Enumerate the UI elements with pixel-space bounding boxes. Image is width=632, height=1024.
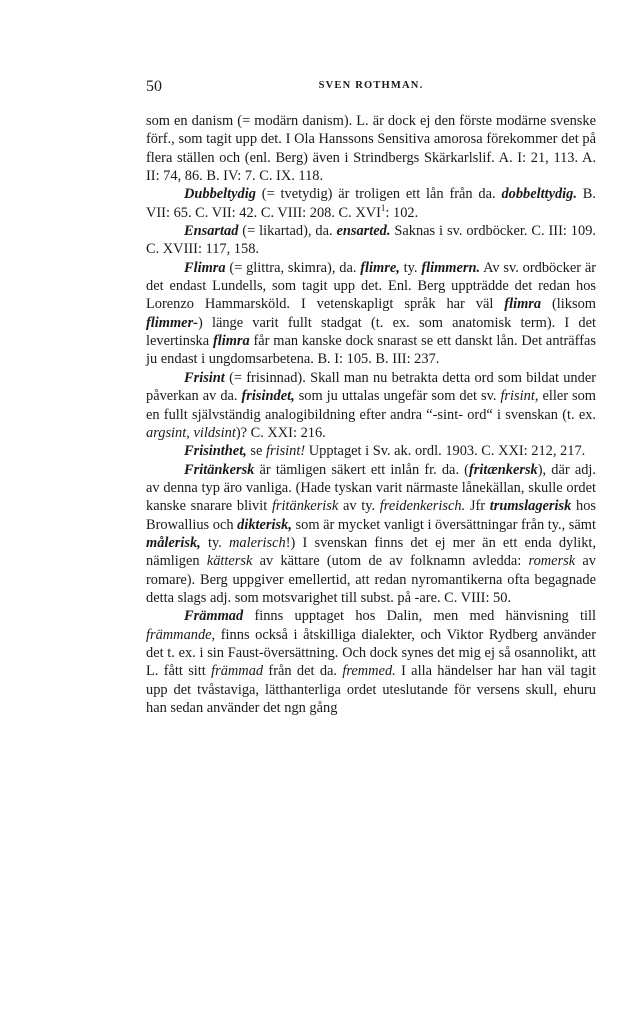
emphasized-word: dobbelttydig. [501, 186, 577, 203]
text-run: (= frisinnad). Skall man nu betrakta detta ord som bildat under påverkan av da. [146, 369, 596, 405]
text-run: av ty. [338, 498, 380, 515]
entry-headword: Frisint [184, 369, 225, 386]
text-run: ty. [399, 259, 422, 276]
page-header [146, 78, 596, 100]
entry-headword: Främmad [184, 608, 244, 625]
emphasized-word: malerisch [228, 534, 286, 551]
running-head: SVEN ROTHMAN. [318, 80, 424, 91]
emphasized-word: flimmern. [421, 259, 481, 276]
emphasized-word: trumslagerisk [489, 498, 572, 515]
emphasized-word: dikterisk, [237, 516, 292, 533]
emphasized-word: kättersk [206, 553, 253, 570]
emphasized-word: romersk [528, 553, 576, 570]
text-run: som är mycket vanligt i översättningar från ty., sämt [291, 516, 596, 533]
emphasized-word: målerisk, [146, 534, 201, 551]
text-run: ) länge varit fullt stadgat (t. ex. som anatomisk term). I det levertinska [146, 314, 596, 350]
text-run: !) I svenskan finns det ej mer än ett enda dylikt, nämligen [146, 534, 596, 570]
paragraph [146, 259, 596, 369]
emphasized-word: frisint, [500, 388, 539, 405]
page-number: 50 [146, 78, 162, 95]
text-run: (= likartad), da. [238, 223, 337, 240]
text-run: som en danism (= modärn danism). L. är dock ej den förste modärne svenske förf., som tagit upp det. I Ola Hanssons Sensitiva amorosa förekommer det på flera ställen och (enl. Berg) även i Strindbergs Skärkarlslif. A. I: 21, 113. A. II: 74, 86. B. IV: 7. C. IX. 118. [146, 113, 596, 185]
text-run: av romare). Berg uppgiver emellertid, att redan nyromantikerna ofta begagnade detta slags adj. som motsvarighet till subst. på -are. C. VIII: 50. [146, 553, 597, 606]
entry-headword: Flimra [184, 259, 226, 276]
text-run: av kättare (utom de av folknamn avledda: [252, 553, 529, 570]
text-run: ), där adj. av denna typ äro vanliga. (Hade tyskan varit närmaste lånekällan, skulle ordet kanske snarare blivit [146, 461, 596, 515]
text-run: I alla händelser har han väl tagit upp det tvåstaviga, lätthanterliga ordet uteslutande för versens skull, ehuru han sedan använder det ngn gång [146, 663, 597, 716]
text-run: får man kanske dock snarast se ett danskt lån. Det anträffas ju endast i ungdomsarbetena. B. I: 105. B. III: 237. [146, 333, 596, 368]
text-run: )? C. XXI: 216. [235, 424, 326, 441]
emphasized-word: flimre, [360, 259, 400, 276]
entry-headword: Fritänkersk [184, 461, 255, 478]
text-run: se [246, 443, 266, 460]
text-run: : 102. [385, 204, 419, 221]
text-run: Av sv. ordböcker är det endast Lundells, som tagit upp det. Enl. Berg uppträdde det redan hos Lorenzo Hammarsköld. I vetenskapligt språk har väl [146, 259, 597, 313]
paragraph [146, 442, 596, 460]
text-run: finns också i åtskilliga dialekter, och Viktor Rydberg använder det t. ex. i sin Faust-översättning. Och dock synes det mig ej så osannolikt, att L. fått sitt [146, 626, 596, 680]
emphasized-word: fritänkerisk [271, 498, 339, 515]
text-run: finns upptaget hos Dalin, men med hänvisning till [243, 608, 596, 625]
text-run: (= tvetydig) är troligen ett lån från da. [255, 186, 502, 203]
document-page [146, 78, 596, 717]
emphasized-word: fremmed. [342, 663, 396, 680]
text-run: (= glittra, skimra), da. [225, 259, 361, 276]
text-run: är tämligen säkert ett inlån fr. da. ( [254, 461, 469, 478]
emphasized-word: flimra [212, 333, 250, 350]
paragraph [146, 185, 596, 222]
text-run: Saknas i sv. ordböcker. C. III: 109. C. XVIII: 117, 158. [146, 223, 596, 258]
emphasized-word: flimra [504, 296, 542, 313]
emphasized-word: främmad [211, 663, 264, 680]
text-run: eller som en fullt självständig analogibildning efter andra “-sint- ord“ i svenskan (t. ex. [146, 388, 596, 423]
paragraph [146, 369, 596, 442]
entry-headword: Frisinthet, [184, 443, 247, 460]
paragraph [146, 222, 596, 259]
text-run: B. VII: 65. C. VII: 42. C. VIII: 208. C. XVI [146, 186, 596, 221]
text-run: Jfr [465, 498, 490, 515]
body-text [146, 112, 596, 717]
emphasized-word: argsint, vildsint [146, 424, 236, 441]
emphasized-word: frisint! [265, 443, 306, 460]
paragraph [146, 607, 596, 717]
paragraph [146, 112, 596, 185]
emphasized-word: främmande, [146, 626, 216, 643]
text-run: ty. [200, 534, 229, 551]
entry-headword: Dubbeltydig [184, 186, 256, 203]
text-run: från det da. [263, 663, 343, 680]
emphasized-word: flimmer- [146, 314, 198, 331]
text-run: Upptaget i Sv. ak. ordl. 1903. C. XXI: 212, 217. [305, 443, 586, 460]
entry-headword: Ensartad [184, 223, 239, 240]
emphasized-word: fritænkersk [468, 461, 538, 478]
emphasized-word: 1 [380, 202, 386, 213]
text-run: som ju uttalas ungefär som det sv. [294, 388, 501, 405]
text-run: (liksom [541, 296, 596, 313]
emphasized-word: ensarted. [336, 223, 391, 240]
emphasized-word: freidenkerisch. [379, 498, 466, 515]
paragraph [146, 461, 596, 608]
emphasized-word: frisindet, [241, 388, 295, 405]
text-run: hos Browallius och [146, 498, 597, 533]
